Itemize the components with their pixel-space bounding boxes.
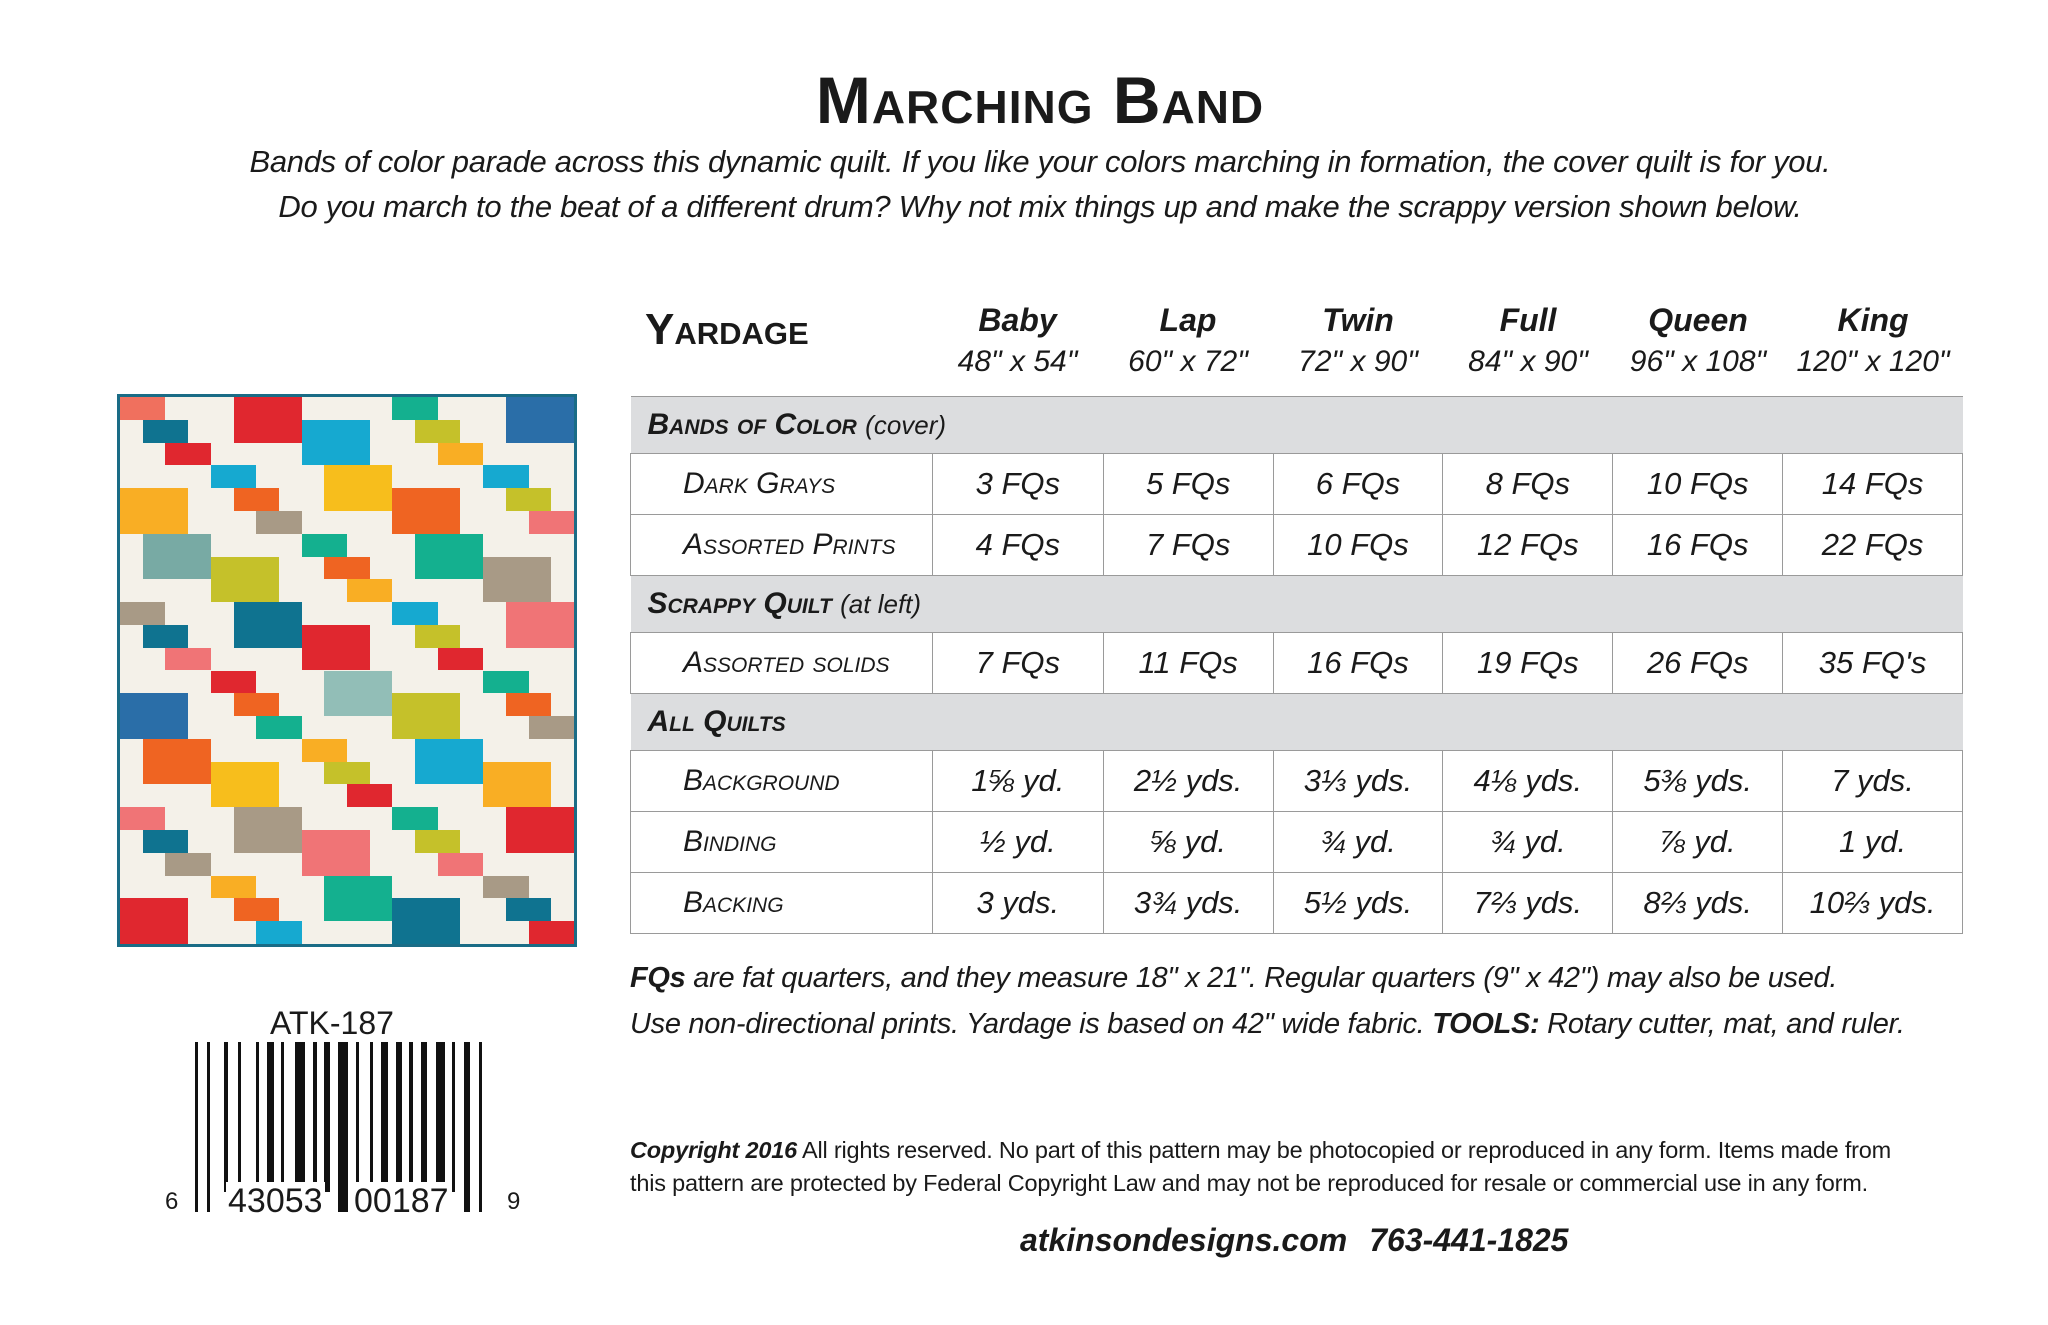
quilt-block (165, 648, 210, 671)
barcode-bar (338, 1042, 348, 1212)
quilt-block (506, 898, 551, 921)
yardage-cell: 4⅛ yds. (1443, 751, 1613, 812)
fabric-note (630, 1008, 1905, 1041)
quilt-block (120, 488, 188, 534)
contact (1020, 1222, 1590, 1259)
size-dimensions: 60" x 72" (1128, 345, 1248, 378)
quilt-block (302, 534, 347, 557)
quilt-block (143, 534, 211, 580)
tools-label: TOOLS: (1432, 1008, 1540, 1040)
size-header-twin (1273, 302, 1443, 379)
copyright-text-1: All rights reserved. No part of this pattern may be photocopied or reproduced in any form. Items made from (796, 1137, 1892, 1163)
yardage-table (630, 396, 1963, 934)
barcode-bar (436, 1042, 446, 1192)
yardage-cell: 4 FQs (932, 515, 1103, 576)
yardage-cell: 8 FQs (1443, 454, 1613, 515)
size-header-baby (932, 302, 1103, 379)
yardage-cell: 12 FQs (1443, 515, 1613, 576)
quilt-block (347, 784, 392, 807)
quilt-block (506, 807, 574, 853)
quilt-block (120, 807, 165, 830)
yardage-cell: 7 yds. (1783, 751, 1963, 812)
yardage-cell: 3 yds. (932, 873, 1103, 934)
quilt-block (415, 625, 460, 648)
quilt-block (506, 488, 551, 511)
yardage-cell: 2½ yds. (1103, 751, 1273, 812)
size-name: Lap (1159, 302, 1217, 338)
quilt-block (324, 876, 392, 922)
yardage-cell: 16 FQs (1273, 633, 1443, 694)
barcode-bar (281, 1042, 284, 1192)
barcode-bar (238, 1042, 241, 1192)
quilt-block (120, 693, 188, 739)
quilt-block (324, 465, 392, 511)
yardage-cell: ¾ yd. (1273, 812, 1443, 873)
sku-label: ATK-187 (270, 1005, 394, 1041)
quilt-block (302, 830, 370, 876)
section-note: (at left) (840, 589, 922, 619)
fq-note (630, 962, 1837, 995)
yardage-cell: ½ yd. (932, 812, 1103, 873)
size-name: Full (1499, 302, 1557, 338)
size-dimensions: 84" x 90" (1468, 345, 1588, 378)
row-label: Background (631, 751, 933, 812)
yardage-cell: 22 FQs (1783, 515, 1963, 576)
yardage-cell: 35 FQ's (1783, 633, 1963, 694)
quilt-photo (117, 394, 577, 947)
quilt-block (438, 443, 483, 466)
section-title: Bands of Color (647, 408, 857, 441)
table-row (631, 454, 1963, 515)
quilt-block (302, 739, 347, 762)
yardage-cell: 1⅝ yd. (932, 751, 1103, 812)
size-dimensions: 48" x 54" (957, 345, 1078, 378)
quilt-block (347, 579, 392, 602)
fq-note-text: are fat quarters, and they measure 18" x 21". Regular quarters (9" x 42") may also be used. (685, 962, 1838, 994)
yardage-heading: Yardage (645, 305, 809, 354)
quilt-block (483, 762, 551, 808)
page-title: Marching Band (815, 63, 1265, 137)
copyright-line-2: this pattern are protected by Federal Copyright Law and may not be reproduced for resale or commercial use in any form. (630, 1170, 1868, 1196)
quilt-block (143, 420, 188, 443)
barcode-bar (324, 1042, 330, 1192)
quilt-block (392, 397, 437, 420)
yardage-cell: 7⅔ yds. (1443, 873, 1613, 934)
yardage-cell: 10⅔ yds. (1783, 873, 1963, 934)
size-name: Twin (1322, 302, 1394, 338)
quilt-block (120, 602, 165, 625)
barcode-digit-first: 6 (165, 1188, 179, 1215)
quilt-block (256, 716, 301, 739)
quilt-block (324, 762, 369, 785)
quilt-block (506, 602, 574, 648)
quilt-block (234, 807, 302, 853)
barcode-bar (195, 1042, 198, 1212)
quilt-block (438, 853, 483, 876)
quilt-block (234, 898, 279, 921)
quilt-block (211, 465, 256, 488)
table-row (631, 812, 1963, 873)
fq-note-bold: FQs (630, 962, 686, 994)
quilt-block (529, 716, 574, 739)
section-header (631, 397, 1963, 454)
yardage-cell: 10 FQs (1613, 454, 1783, 515)
yardage-cell: 1 yd. (1783, 812, 1963, 873)
quilt-block (483, 557, 551, 603)
table-row (631, 751, 1963, 812)
yardage-cell: 5½ yds. (1273, 873, 1443, 934)
row-label: Assorted solids (631, 633, 933, 694)
quilt-block (506, 693, 551, 716)
size-header-full (1443, 302, 1613, 379)
section-header (631, 694, 1963, 751)
yardage-cell: ¾ yd. (1443, 812, 1613, 873)
barcode-bar (256, 1042, 259, 1192)
size-dimensions: 96" x 108" (1629, 345, 1767, 378)
size-name: Queen (1648, 302, 1748, 338)
quilt-block (529, 511, 574, 534)
barcode-bar (464, 1042, 470, 1212)
quilt-block (392, 898, 460, 944)
copyright-line-1 (630, 1137, 1891, 1164)
size-name: Baby (978, 302, 1057, 338)
quilt-block (234, 693, 279, 716)
yardage-cell: 26 FQs (1613, 633, 1783, 694)
barcode-bar (313, 1042, 316, 1192)
barcode-bar (207, 1042, 210, 1212)
intro-line-1: Bands of color parade across this dynamic quilt. If you like your colors marching in formation, the cover quilt is for you. (249, 144, 1831, 179)
quilt-block (211, 762, 279, 808)
fabric-note-text: Use non-directional prints. Yardage is based on 42" wide fabric. (630, 1008, 1433, 1040)
row-label: Backing (631, 873, 933, 934)
phone-number: 763-441-1825 (1369, 1222, 1569, 1258)
barcode-digit-last: 9 (507, 1188, 521, 1215)
section-title: All Quilts (647, 705, 786, 738)
barcode-bar (267, 1042, 273, 1192)
section-header (631, 576, 1963, 633)
size-header-lap (1103, 302, 1273, 379)
quilt-block (483, 671, 528, 694)
copyright-bold: Copyright 2016 (630, 1137, 797, 1163)
quilt-block (483, 465, 528, 488)
barcode-bar (381, 1042, 387, 1192)
quilt-block (211, 557, 279, 603)
yardage-cell: 11 FQs (1103, 633, 1273, 694)
yardage-cell: 5 FQs (1103, 454, 1273, 515)
quilt-block (415, 420, 460, 443)
quilt-block (415, 830, 460, 853)
quilt-block (165, 853, 210, 876)
quilt-block (143, 830, 188, 853)
yardage-cell: 7 FQs (1103, 515, 1273, 576)
quilt-block (324, 557, 369, 580)
size-name: King (1837, 302, 1909, 338)
quilt-block (211, 876, 256, 899)
yardage-cell: 10 FQs (1273, 515, 1443, 576)
yardage-cell: 16 FQs (1613, 515, 1783, 576)
section-note: (cover) (865, 410, 947, 440)
row-label: Dark Grays (631, 454, 933, 515)
quilt-block (415, 739, 483, 785)
size-header-queen (1613, 302, 1783, 379)
yardage-cell: 8⅔ yds. (1613, 873, 1783, 934)
size-dimensions: 120" x 120" (1796, 345, 1950, 378)
yardage-cell: 6 FQs (1273, 454, 1443, 515)
row-label: Binding (631, 812, 933, 873)
quilt-block (506, 397, 574, 443)
table-row (631, 873, 1963, 934)
quilt-block (211, 671, 256, 694)
quilt-block (392, 693, 460, 739)
quilt-block (483, 876, 528, 899)
quilt-block (165, 443, 210, 466)
quilt-block (415, 534, 483, 580)
barcode-bar (396, 1042, 402, 1192)
quilt-block (234, 397, 302, 443)
yardage-cell: 5⅜ yds. (1613, 751, 1783, 812)
intro-line-2: Do you march to the beat of a different drum? Why not mix things up and make the scrappy version shown below. (278, 189, 1802, 224)
row-label: Assorted Prints (631, 515, 933, 576)
barcode-bar (224, 1042, 227, 1192)
barcode-bar (421, 1042, 427, 1192)
barcode-bar (479, 1042, 482, 1212)
website-link[interactable]: atkinsondesigns.com (1020, 1222, 1348, 1258)
quilt-block (302, 625, 370, 671)
barcode-bar (295, 1042, 305, 1192)
quilt-block (120, 898, 188, 944)
tools-text: Rotary cutter, mat, and ruler. (1539, 1008, 1905, 1040)
table-row (631, 515, 1963, 576)
quilt-block (324, 671, 392, 717)
quilt-block (256, 511, 301, 534)
yardage-cell: 3 FQs (932, 454, 1103, 515)
quilt-block (143, 739, 211, 785)
size-header-king (1783, 302, 1963, 379)
yardage-cell: 14 FQs (1783, 454, 1963, 515)
yardage-cell: 7 FQs (932, 633, 1103, 694)
section-title: Scrappy Quilt (647, 587, 832, 620)
yardage-cell: 3¾ yds. (1103, 873, 1273, 934)
yardage-cell: ⅞ yd. (1613, 812, 1783, 873)
barcode-digits-right: 00187 (354, 1182, 449, 1220)
barcode-digits-left: 43053 (228, 1182, 323, 1220)
quilt-block (256, 921, 301, 944)
barcode-bar (452, 1042, 455, 1192)
table-row (631, 633, 1963, 694)
barcode-bar (409, 1042, 412, 1192)
quilt-block (392, 488, 460, 534)
yardage-cell: ⅝ yd. (1103, 812, 1273, 873)
quilt-block (143, 625, 188, 648)
quilt-block (529, 921, 574, 944)
quilt-block (392, 602, 437, 625)
quilt-block (392, 807, 437, 830)
quilt-block (120, 397, 165, 420)
size-dimensions: 72" x 90" (1298, 345, 1418, 378)
quilt-block (234, 488, 279, 511)
yardage-cell: 19 FQs (1443, 633, 1613, 694)
quilt-block (438, 648, 483, 671)
quilt-block (234, 602, 302, 648)
barcode-bar (370, 1042, 373, 1192)
quilt-block (302, 420, 370, 466)
yardage-cell: 3⅓ yds. (1273, 751, 1443, 812)
